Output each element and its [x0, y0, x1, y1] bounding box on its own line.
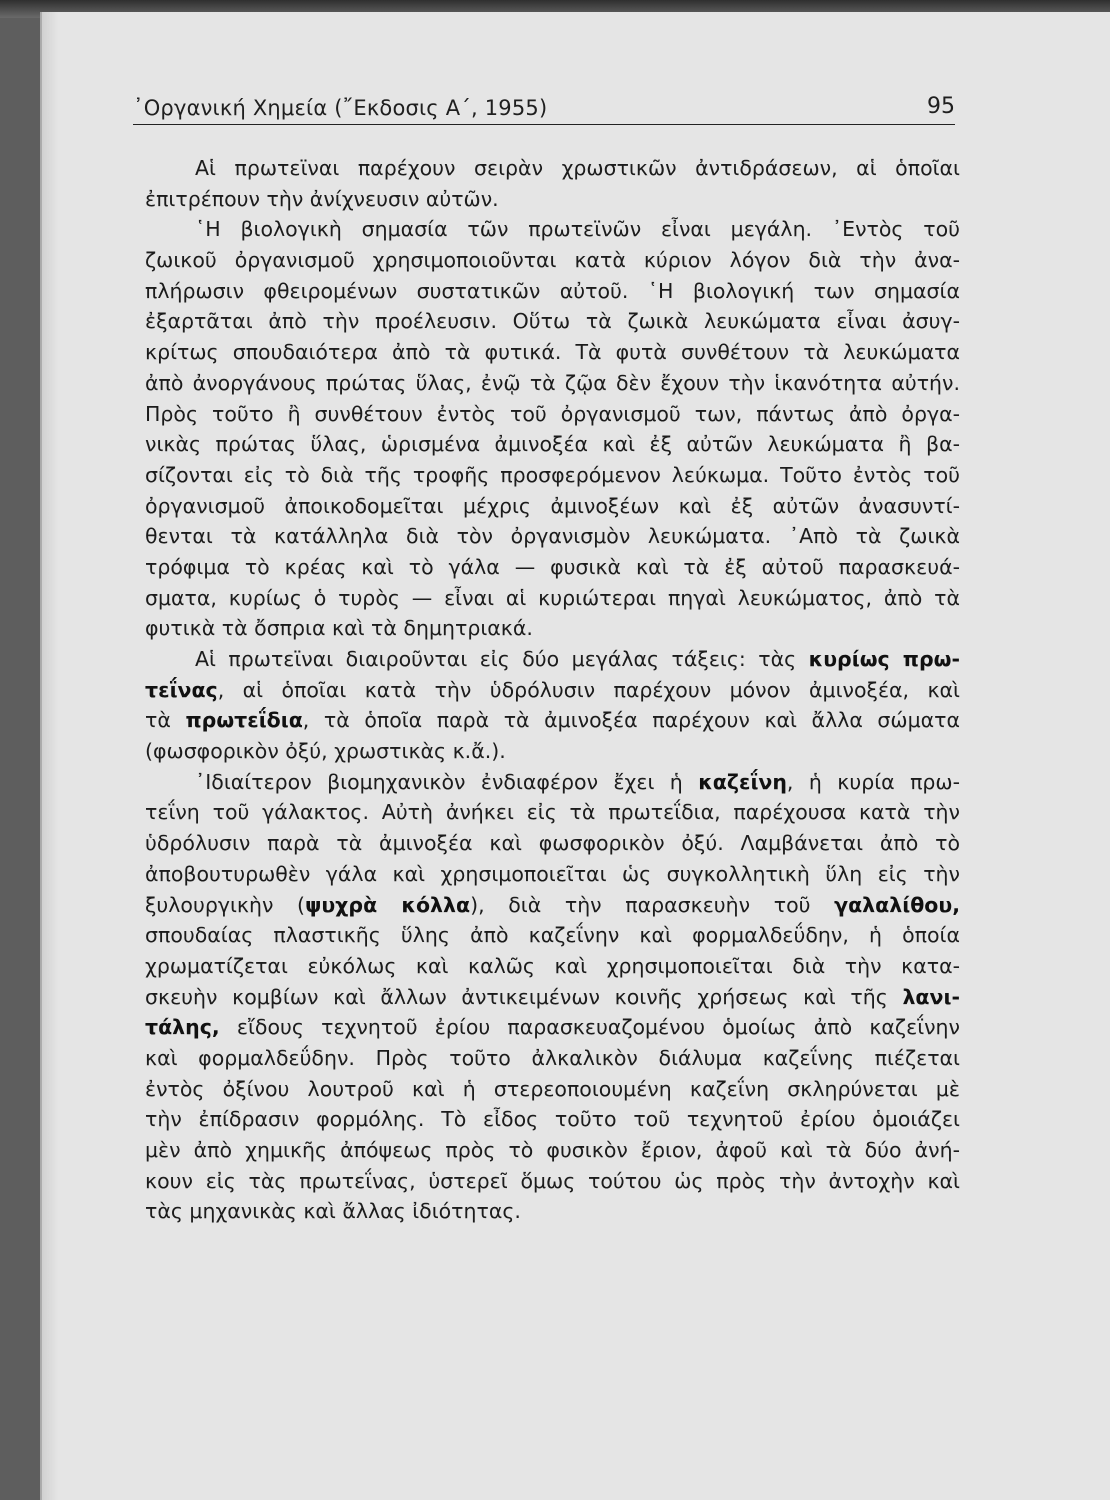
- bold-term: λανι-: [902, 984, 960, 1009]
- text-run: ᾿Ιδιαίτερον βιομηχανικὸν ἐνδιαφέρον ἔχει ἡ: [195, 769, 683, 794]
- bold-term: καζεΐνη: [698, 769, 787, 794]
- text-line: ἐντὸς ὀξίνου λουτροῦ καὶ ἡ στερεοποιουμένη καζεΐνη σκληρύνεται μὲ: [145, 1076, 960, 1101]
- text-run: , ἡ κυρία πρω-: [786, 769, 960, 794]
- text-line: [145, 675, 960, 706]
- text-line: Πρὸς τοῦτο ἢ συνθέτουν ἐντὸς τοῦ ὀργανισμοῦ των, πάντως ἀπὸ ὀργα-: [145, 401, 960, 426]
- bold-term: τάλης,: [145, 1015, 220, 1040]
- text-line: Αἱ πρωτεϊναι παρέχουν σειρὰν χρωστικῶν ἀντιδράσεων, αἱ ὁποῖαι: [195, 156, 960, 180]
- text-run: Αἱ πρωτεϊναι διαιροῦνται εἰς δύο μεγάλας τάξεις: τὰς: [195, 647, 797, 671]
- bold-term: τεΐνας: [145, 677, 218, 702]
- text-line: σίζονται εἰς τὸ διὰ τῆς τροφῆς προσφερόμενον λεύκωμα. Τοῦτο ἐντὸς τοῦ: [145, 462, 960, 487]
- text-line: φυτικὰ τὰ ὄσπρια καὶ τὰ δημητριακά.: [145, 616, 533, 641]
- bold-term: γαλαλίθου,: [834, 892, 960, 917]
- text-line: [145, 890, 960, 921]
- text-line: κουν εἰς τὰς πρωτεΐνας, ὑστερεῖ ὅμως τούτου ὡς πρὸς τὴν ἀντοχὴν καὶ: [145, 1168, 960, 1193]
- text-run: εἴδους τεχνητοῦ ἐρίου παρασκευαζομένου ὁμοίως ἀπὸ καζεΐνην: [236, 1015, 960, 1040]
- text-line: ζωικοῦ ὀργανισμοῦ χρησιμοποιοῦνται κατὰ κύριον λόγον διὰ τὴν ἀνα-: [145, 248, 960, 273]
- text-line: χρωματίζεται εὐκόλως καὶ καλῶς καὶ χρησιμοποιεῖται διὰ τὴν κατα-: [145, 953, 960, 978]
- body-text: [145, 153, 960, 1227]
- text-run: ), διὰ τὴν παρασκευὴν τοῦ: [470, 892, 811, 917]
- text-line: τρόφιμα τὸ κρέας καὶ τὸ γάλα — φυσικὰ καὶ τὰ ἐξ αὐτοῦ παρασκευά-: [145, 554, 960, 579]
- text-line: ἐπιτρέπουν τὴν ἀνίχνευσιν αὐτῶν.: [145, 186, 499, 211]
- text-line: [145, 705, 960, 736]
- text-line: ῾Η βιολογικὴ σημασία τῶν πρωτεϊνῶν εἶναι μεγάλη. ᾿Εντὸς τοῦ: [195, 217, 960, 242]
- text-run: τὰ: [145, 708, 171, 733]
- text-line: [145, 767, 960, 798]
- text-line: σπουδαίας πλαστικῆς ὕλης ἀπὸ καζεΐνην καὶ φορμαλδεΰδην, ἡ ὁποία: [145, 923, 960, 948]
- text-line: ὀργανισμοῦ ἀποικοδομεῖται μέχρις ἀμινοξέων καὶ ἐξ αὐτῶν ἀνασυντί-: [145, 493, 960, 518]
- running-header: [133, 92, 955, 125]
- text-line: πλήρωσιν φθειρομένων συστατικῶν αὐτοῦ. ῾Η βιολογική των σημασία: [145, 278, 960, 303]
- text-line: [145, 982, 960, 1013]
- page-number: 95: [927, 94, 955, 119]
- text-line: σματα, κυρίως ὁ τυρὸς — εἶναι αἱ κυριώτεραι πηγαὶ λευκώματος, ἀπὸ τὰ: [145, 585, 960, 610]
- text-line: καὶ φορμαλδεΰδην. Πρὸς τοῦτο ἀλκαλικὸν διάλυμα καζεΐνης πιέζεται: [145, 1045, 960, 1070]
- text-line: νικὰς πρώτας ὕλας, ὡρισμένα ἀμινοξέα καὶ ἐξ αὐτῶν λευκώματα ἢ βα-: [145, 432, 960, 457]
- text-line: ἀπὸ ἀνοργάνους πρώτας ὕλας, ἐνῷ τὰ ζῷα δὲν ἔχουν τὴν ἱκανότητα αὐτήν.: [145, 370, 960, 395]
- text-run: σκευὴν κομβίων καὶ ἄλλων ἀντικειμένων κοινῆς χρήσεως καὶ τῆς: [145, 984, 888, 1009]
- text-line: τὰς μηχανικὰς καὶ ἄλλας ἰδιότητας.: [145, 1199, 521, 1224]
- text-run: , τὰ ὁποῖα παρὰ τὰ ἀμινοξέα παρέχουν καὶ ἄλλα σώματα: [302, 708, 960, 733]
- text-line: [145, 1012, 960, 1043]
- bold-term: πρωτεΐδια: [185, 708, 303, 733]
- text-line: ἐξαρτᾶται ἀπὸ τὴν προέλευσιν. Οὕτω τὰ ζωικὰ λευκώματα εἶναι ἀσυγ-: [145, 309, 960, 334]
- running-title: ᾿Οργανική Χημεία (῎Εκδοσις Α΄, 1955): [133, 96, 548, 120]
- text-line: τεΐνη τοῦ γάλακτος. Αὐτὴ ἀνήκει εἰς τὰ πρωτεΐδια, παρέχουσα κατὰ τὴν: [145, 800, 960, 825]
- text-line: ὑδρόλυσιν παρὰ τὰ ἀμινοξέα καὶ φωσφορικὸν ὀξύ. Λαμβάνεται ἀπὸ τὸ: [145, 831, 960, 856]
- bold-term: ψυχρὰ κόλλα: [305, 892, 471, 917]
- text-run: ξυλουργικὴν (: [145, 892, 306, 917]
- text-run: , αἱ ὁποῖαι κατὰ τὴν ὑδρόλυσιν παρέχουν μόνον ἀμινοξέα, καὶ: [217, 677, 960, 702]
- bold-term: κυρίως πρω-: [808, 647, 960, 671]
- text-line: θενται τὰ κατάλληλα διὰ τὸν ὀργανισμὸν λευκώματα. ᾿Απὸ τὰ ζωικὰ: [145, 524, 960, 549]
- text-line: (φωσφορικὸν ὀξύ, χρωστικὰς κ.ἄ.).: [145, 739, 506, 764]
- text-line: κρίτως σπουδαιότερα ἀπὸ τὰ φυτικά. Τὰ φυτὰ συνθέτουν τὰ λευκώματα: [145, 340, 960, 365]
- text-line: μὲν ἀπὸ χημικῆς ἀπόψεως πρὸς τὸ φυσικὸν ἔριον, ἀφοῦ καὶ τὰ δύο ἀνή-: [145, 1138, 960, 1162]
- text-line: τὴν ἐπίδρασιν φορμόλης. Τὸ εἶδος τοῦτο τοῦ τεχνητοῦ ἐρίου ὁμοιάζει: [145, 1107, 960, 1132]
- text-line: [145, 644, 960, 675]
- text-line: ἀποβουτυρωθὲν γάλα καὶ χρησιμοποιεῖται ὡς συγκολλητικὴ ὕλη εἰς τὴν: [145, 861, 960, 886]
